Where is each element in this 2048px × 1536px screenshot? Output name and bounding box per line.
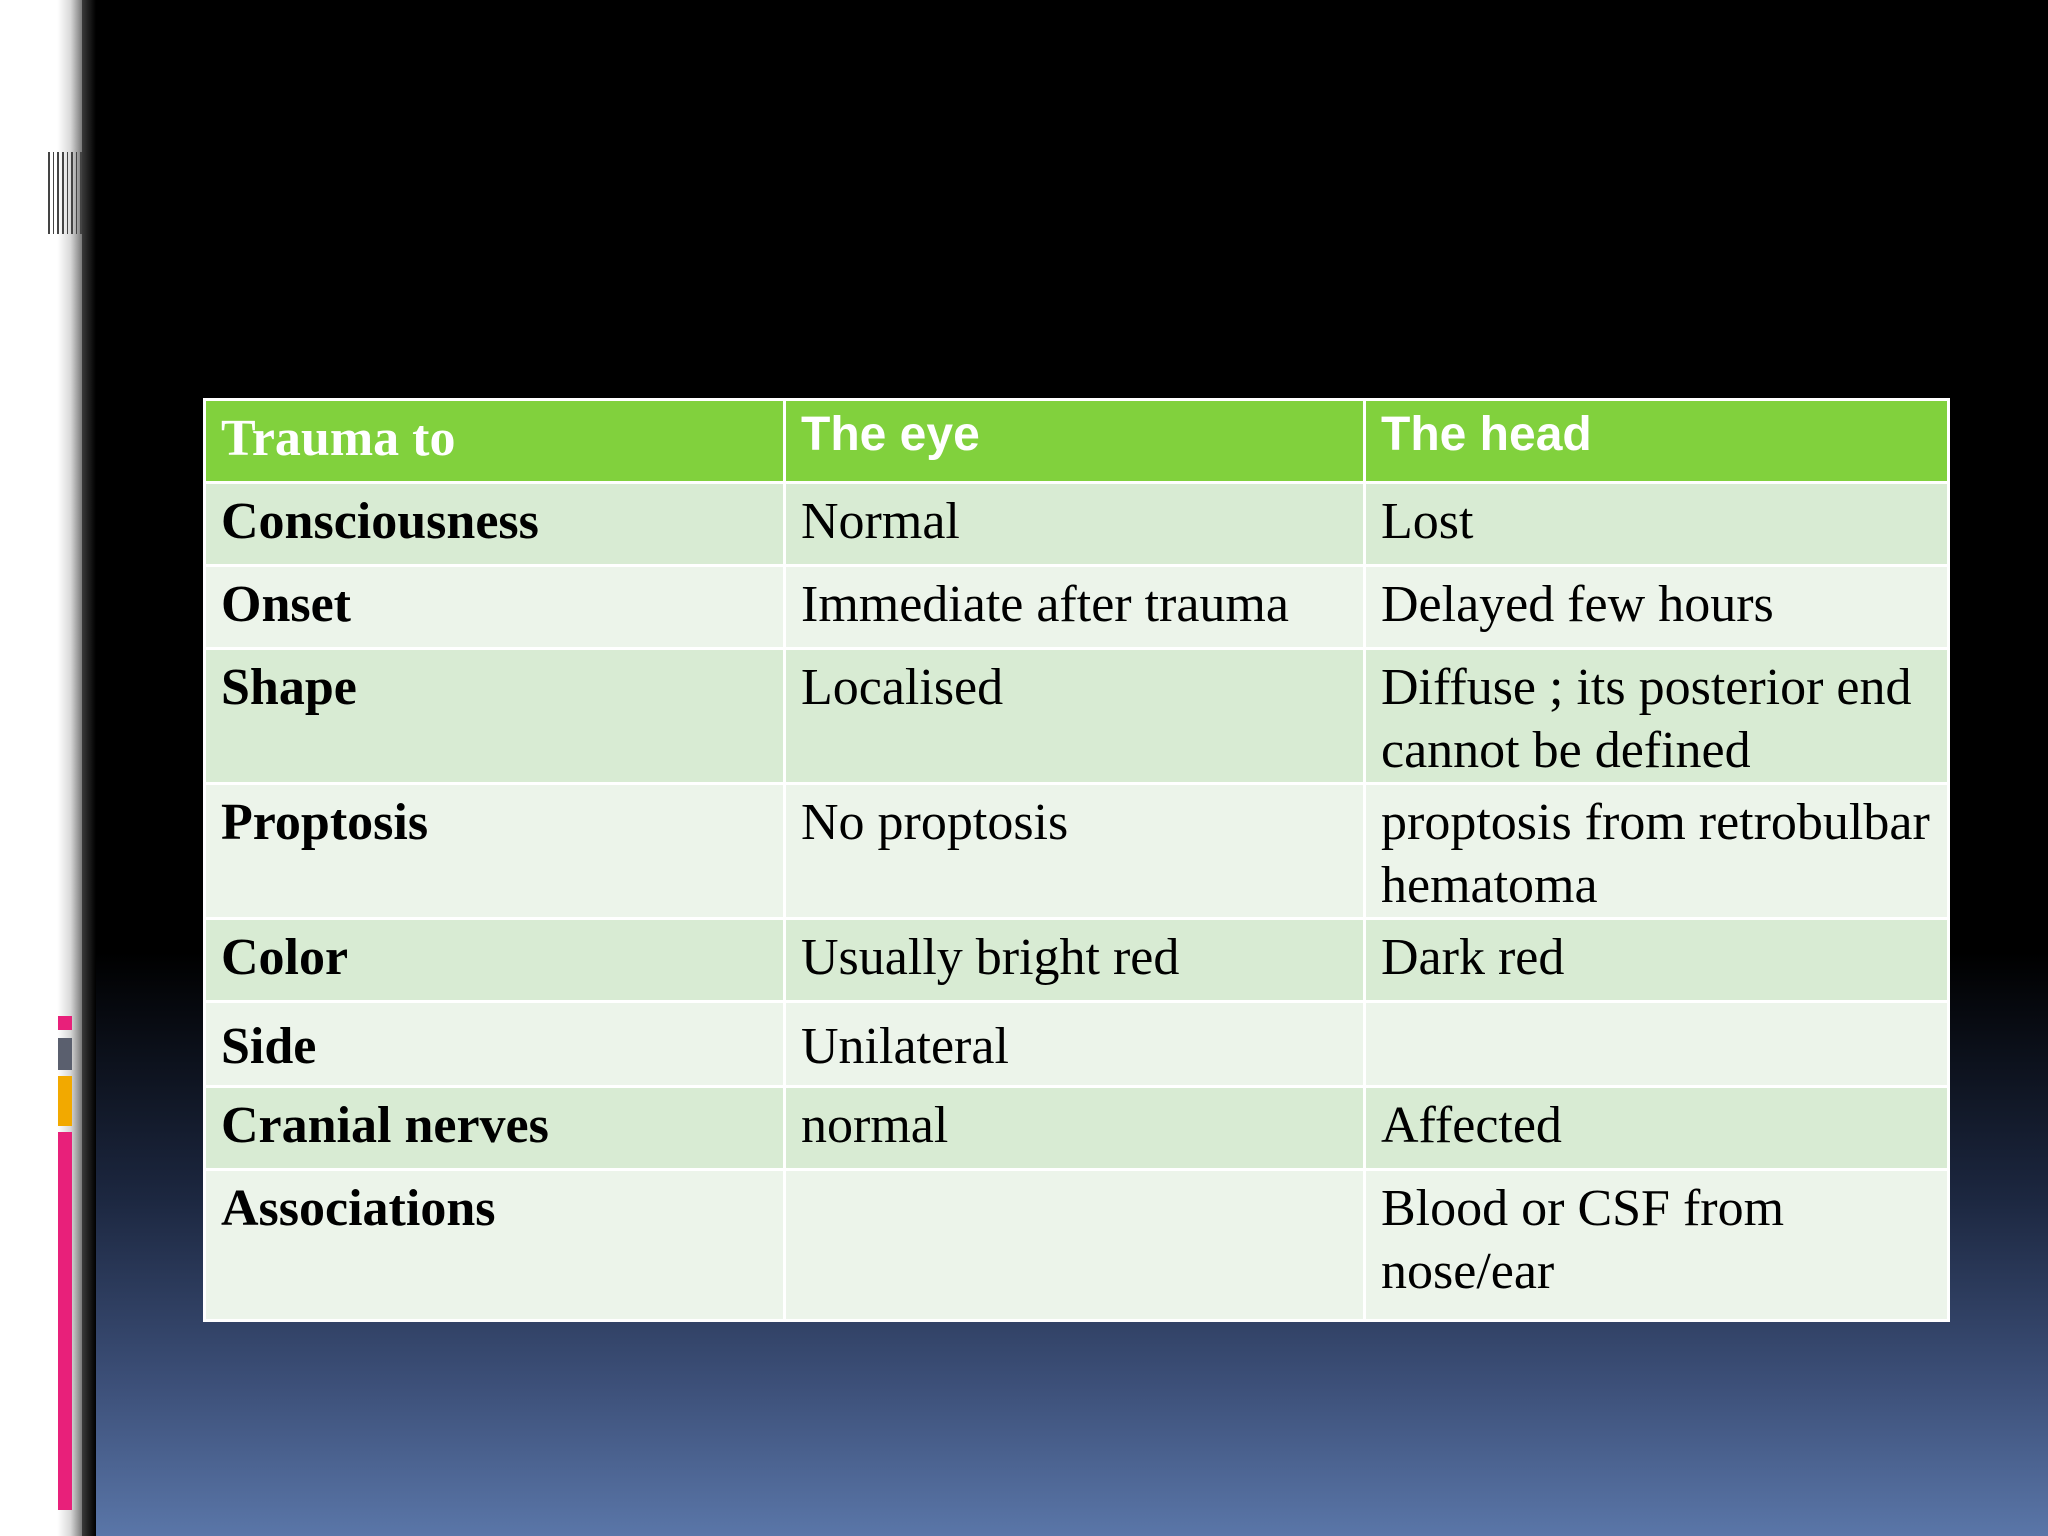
table-row [205,483,1949,566]
head-cell: Blood or CSF from nose/ear [1365,1170,1949,1321]
row-label: Consciousness [205,483,785,566]
header-trauma-to: Trauma to [205,400,785,483]
table-row [205,1087,1949,1170]
table-row [205,566,1949,649]
row-label: Cranial nerves [205,1087,785,1170]
head-cell: Affected [1365,1087,1949,1170]
table-row [205,1002,1949,1087]
row-label: Shape [205,649,785,784]
accent-bar-orange [58,1076,72,1126]
row-label: Onset [205,566,785,649]
accent-bar-pink-small [58,1016,72,1030]
eye-cell: Localised [785,649,1365,784]
head-cell: proptosis from retrobulbar hematoma [1365,784,1949,919]
head-cell [1365,1002,1949,1087]
row-label: Side [205,1002,785,1087]
eye-cell: Normal [785,483,1365,566]
eye-cell [785,1170,1365,1321]
accent-bar-gray [58,1038,72,1070]
eye-cell: Unilateral [785,1002,1365,1087]
eye-cell: Usually bright red [785,919,1365,1002]
table-row [205,919,1949,1002]
eye-cell: Immediate after trauma [785,566,1365,649]
table-row [205,1170,1949,1321]
head-cell: Dark red [1365,919,1949,1002]
eye-cell: No proptosis [785,784,1365,919]
table-row [205,649,1949,784]
comparison-table [203,398,1950,1322]
head-cell: Diffuse ; its posterior end cannot be defined [1365,649,1949,784]
head-cell: Delayed few hours [1365,566,1949,649]
row-label: Associations [205,1170,785,1321]
eye-cell: normal [785,1087,1365,1170]
accent-bar-pink [58,1132,72,1510]
table-header-row [205,400,1949,483]
left-decor-shadow [82,0,96,1536]
header-the-head: The head [1365,400,1949,483]
decor-stripes [48,152,82,234]
row-label: Color [205,919,785,1002]
table-row [205,784,1949,919]
head-cell: Lost [1365,483,1949,566]
header-the-eye: The eye [785,400,1365,483]
row-label: Proptosis [205,784,785,919]
